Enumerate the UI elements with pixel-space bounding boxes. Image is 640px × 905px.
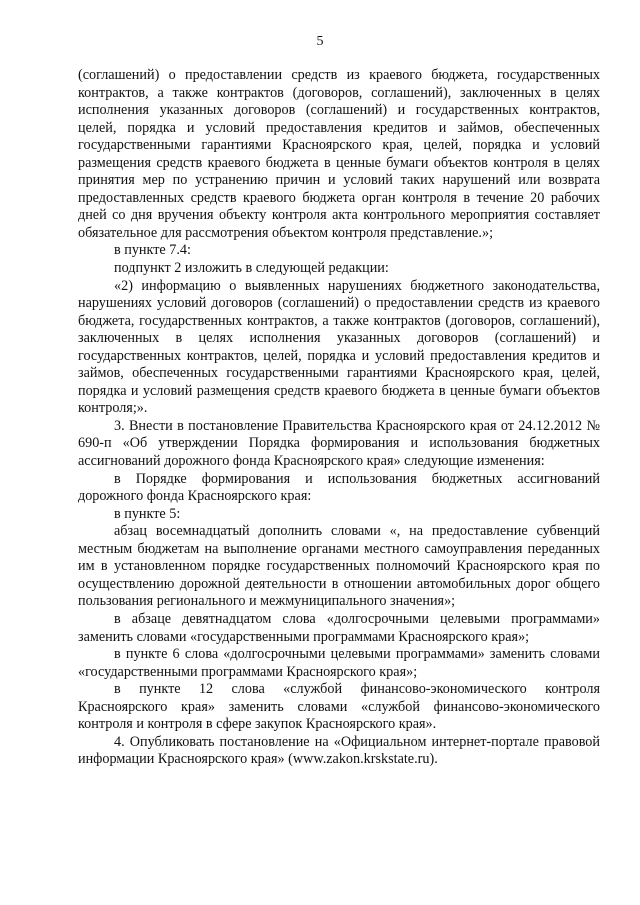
- paragraph-subclause-2: подпункт 2 изложить в следующей редакции:: [114, 260, 389, 277]
- paragraph-clause-6: в пункте 6 слова «долгосрочными целевыми программами» заменить словами «государственными программами Красноярского края»;: [78, 646, 600, 680]
- paragraph-clause-12: в пункте 12 слова «службой финансово-экономического контроля Красноярского края» заменить словами «службой финансово-экономического контроля и контроля в сфере закупок Красноярского края».: [78, 681, 600, 733]
- paragraph-new-wording: «2) информацию о выявленных нарушениях бюджетного законодательства, нарушениях условий договоров (соглашений) о предоставлении средств из краевого бюджета, государственных контрактов, а также контрактов (договоров, соглашений), заключенных в целях исполнения указанных договоров (соглашений) и государственных контрактов, целей, порядка и условий предоставления кредитов и займов, обеспеченных государственными гарантиями Красноярского края, целей, порядка и условий размещения средств краевого бюджета в ценные бумаги объектов контроля;».: [78, 277, 600, 417]
- paragraph-18th-subparagraph: абзац восемнадцатый дополнить словами «, на предоставление субвенций местным бюджетам на выполнение органами местного самоуправления переданных им в установленном порядке государственных полномочий Красноярского края по осуществлению дорожной деятельности в отношении автомобильных дорог общего пользования регионального и межмуниципального значения»;: [78, 523, 600, 610]
- paragraph-19th-subparagraph: в абзаце девятнадцатом слова «долгосрочными целевыми программами» заменить словами «государственными программами Красноярского края»;: [78, 610, 600, 645]
- paragraph-continuation: (соглашений) о предоставлении средств из краевого бюджета, государственных контрактов, а также контрактов (договоров, соглашений), заключенных в целях исполнения указанных договоров (соглашений) и государственных контрактов, целей, порядка и условий предоставления кредитов и займов, обеспеченных государственными гарантиями Красноярского края, целей, порядка и условий размещения средств краевого бюджета в ценные бумаги объектов контроля в целях принятия мер по устранению причин и условий таких нарушений или возврата предоставленных средств краевого бюджета орган контроля в течение 20 рабочих дней со дня вручения объекту контроля акта контрольного мероприятия составляет обязательное для рассмотрения объектом контроля представление.»;: [78, 67, 600, 241]
- paragraph-clause-7-4: в пункте 7.4:: [114, 242, 191, 259]
- page-number: 5: [316, 34, 324, 49]
- paragraph-clause-5: в пункте 5:: [114, 505, 181, 522]
- paragraph-road-fund-order: в Порядке формирования и использования бюджетных ассигнований дорожного фонда Красноярского края:: [78, 470, 600, 505]
- paragraph-item-4-publish: 4. Опубликовать постановление на «Официальном интернет-портале правовой информации Красноярского края» (www.zakon.krskstate.ru).: [78, 733, 600, 768]
- document-body: [78, 67, 600, 769]
- paragraph-item-3: 3. Внести в постановление Правительства Красноярского края от 24.12.2012 № 690-п «Об утверждении Порядка формирования и использования бюджетных ассигнований дорожного фонда Красноярского края» следующие изменения:: [78, 417, 600, 470]
